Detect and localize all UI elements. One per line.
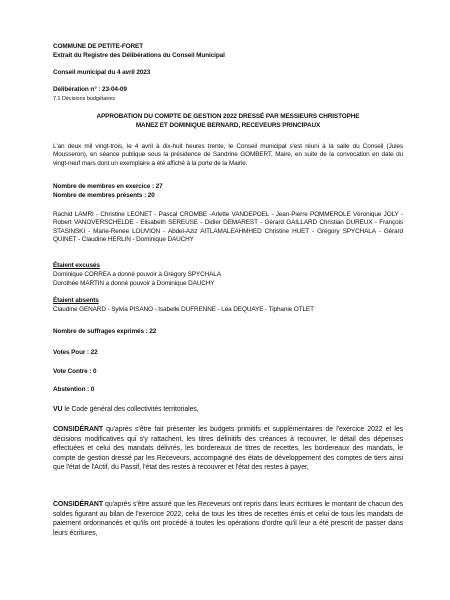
considerant-paragraph-1 bbox=[53, 425, 403, 473]
considerant-paragraph-2 bbox=[53, 500, 403, 538]
absent-line: Claudine GENARD - Sylvia PISANO - Isabelle DUFRENNE - Léa DEQUAYE - Tiphanie OTLET bbox=[53, 306, 314, 313]
subject-line-1: APPROBATION DU COMPTE DE GESTION 2022 DRESSÉ PAR MESSIEURS CHRISTOPHE bbox=[96, 113, 360, 120]
deliberation-category: 7.1 Décisions budgétaires bbox=[53, 96, 116, 102]
votes-abstention: Abstention : 0 bbox=[53, 386, 95, 393]
present-members-list: Rachid LAMRI - Christine LEONET - Pascal CROMBE -Arlette VANDEPOEL - Jean-Pierre POMMEROLE Véronique JOLY - Robert VANOVERSCHELDE - Elisabeth SEREUSE - Didier DEMAREST - Gérard GAILLARD Christian DUREUX - François STASINSKI - Marie-Renée LOUVION - Abdel-Aziz AITLAMALEAHMHED Christine HUET - Grégory SPYCHALA - Gérard QUINET - Claudine HERLIN - Dominique DAUCHY bbox=[53, 211, 403, 243]
votes-against: Vote Contre : 0 bbox=[53, 368, 97, 375]
votes-for: Votes Pour : 22 bbox=[53, 349, 98, 356]
vu-text: le Code général des collectivités territoriales, bbox=[62, 406, 199, 413]
registry-extract-title: Extrait du Registre des Délibérations du Conseil Municipal bbox=[53, 52, 225, 59]
considerant-1-text: qu'après s'être fait présenter les budgets primitifs et supplémentaires de l'exercice 2022 et les décisions modificatives qui s'y rattachent, les titres définitifs des créances à recouvrer, le détail des dépenses effectuées et celui des mandats délivrés, les bordereaux de titres de recettes, les bordereaux des mandats, le compte de gestion dressé par les Receveurs, accompagné des états de développement des comptes de tiers ainsi que l'état de l'Actif, du Passif, l'état des restes à recouvrer et l'état des restes à payer, bbox=[53, 426, 403, 471]
considerant-2-text: qu'après s'être assuré que les Receveurs ont repris dans leurs écritures le montant de chacun des soldes figurant au bilan de l'exercice 2022, celui de tous les titres de recettes émis et celui de tous les mandats de paiement ordonnancés et qu'ils ont procédé à toutes les opérations d'ordre qu'il leur a été prescrit de passer dans leurs écritures, bbox=[53, 501, 403, 537]
vu-lead: VU bbox=[53, 406, 63, 413]
excused-line-2: Dorothée MARTIN a donné pouvoir à Dominique DAUCHY bbox=[53, 280, 215, 287]
members-present: Nombre de membres présents : 20 bbox=[53, 192, 155, 199]
intro-paragraph: L'an deux mil vingt-trois, le 4 avril à dix-huit heures trente, le Conseil municipal s'est réuni à la salle du Conseil (Jules Mousseron), en séance publique sous la présidence de Sandrine GOMBERT, Maire, en suite de la convocation en date du vingt-neuf mars dont un exemplaire a été affiché à la porte de la Mairie. bbox=[53, 143, 403, 167]
votes-expressed: Nombre de suffrages exprimés : 22 bbox=[53, 328, 157, 335]
commune-name: COMMUNE DE PETITE-FORET bbox=[53, 43, 144, 50]
vu-paragraph bbox=[53, 405, 403, 415]
considerant-1-lead: CONSIDÉRANT bbox=[53, 426, 103, 433]
considerant-2-lead: CONSIDÉRANT bbox=[53, 501, 103, 508]
absent-heading: Étaient absents bbox=[53, 297, 99, 304]
excused-line-1: Dominique CORREA a donné pouvoir à Grégory SPYCHALA bbox=[53, 271, 221, 278]
deliberation-number: Délibération n° : 23-04-09 bbox=[53, 86, 127, 93]
members-in-office: Nombre de membres en exercice : 27 bbox=[53, 183, 163, 190]
excused-heading: Étaient excusés bbox=[53, 262, 100, 269]
meeting-title: Conseil municipal du 4 avril 2023 bbox=[53, 69, 151, 76]
subject-line-2: MANEZ ET DOMINIQUE BERNARD, RECEVEURS PRINCIPAUX bbox=[135, 122, 321, 129]
